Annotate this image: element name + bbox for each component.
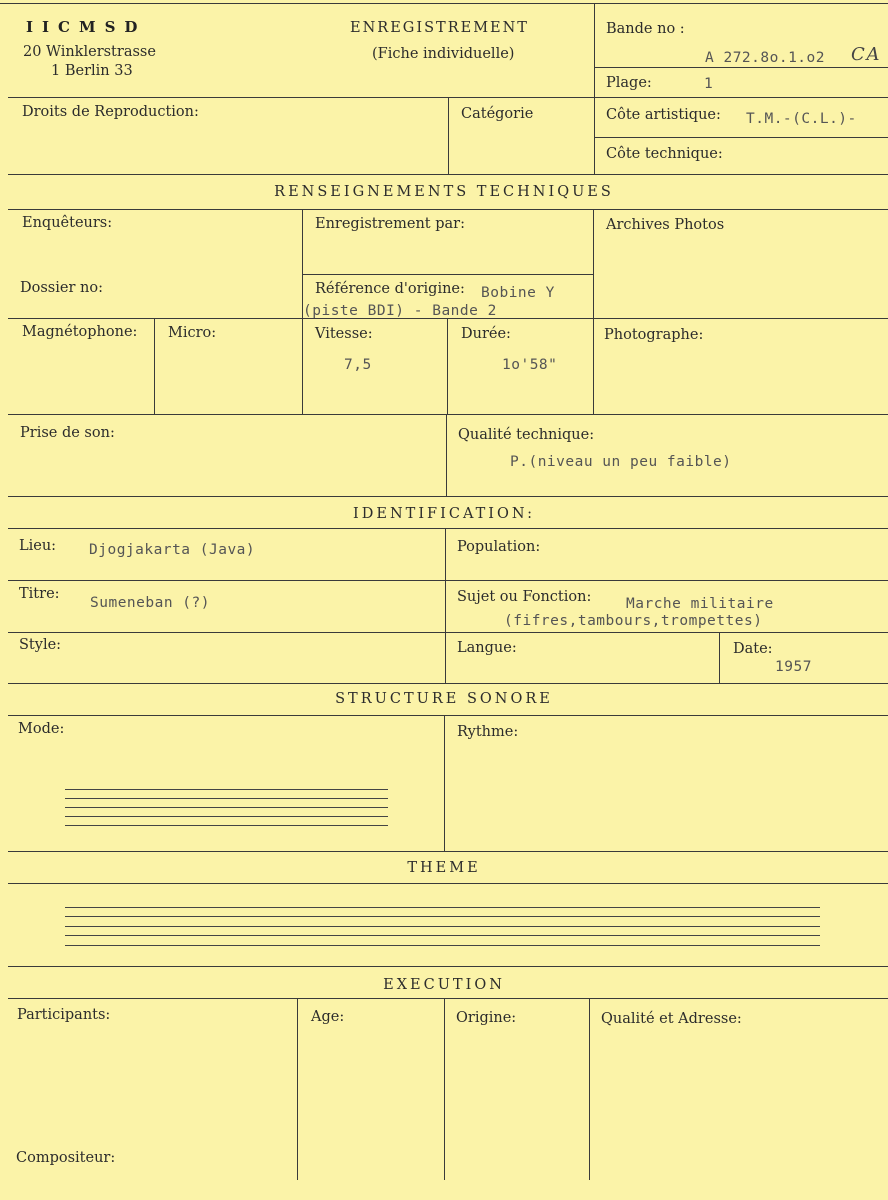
theme-staff-line <box>65 945 820 946</box>
micro-label: Micro: <box>168 325 217 341</box>
qualite-adresse-label: Qualité et Adresse: <box>601 1011 742 1027</box>
lieu-label: Lieu: <box>19 538 57 554</box>
address-street: 20 Winklerstrasse <box>23 44 156 60</box>
vitesse-value: 7,5 <box>344 357 372 373</box>
compositeur-label: Compositeur: <box>16 1150 116 1166</box>
rule <box>8 715 888 716</box>
origine-label: Origine: <box>456 1010 517 1026</box>
rythme-label: Rythme: <box>457 724 519 740</box>
rule <box>8 580 888 581</box>
theme-staff-line <box>65 926 820 927</box>
reference-value-2: (piste BDI) - Bande 2 <box>303 303 497 319</box>
rule <box>8 528 888 529</box>
date-label: Date: <box>733 641 773 657</box>
rule <box>595 137 888 138</box>
rule <box>297 998 298 1180</box>
enregistrement-par-label: Enregistrement par: <box>315 216 465 232</box>
rule <box>8 851 888 852</box>
qualite-technique-value: P.(niveau un peu faible) <box>510 454 732 470</box>
reference-label: Référence d'origine: <box>315 281 465 297</box>
section-structure: STRUCTURE SONORE <box>335 691 553 707</box>
rule <box>447 318 448 414</box>
lieu-value: Djogjakarta (Java) <box>89 542 256 558</box>
langue-label: Langue: <box>457 640 517 656</box>
plage-label: Plage: <box>606 75 652 91</box>
reference-value-1: Bobine Y <box>481 285 555 301</box>
sujet-value-2: (fifres,tambours,trompettes) <box>504 613 763 629</box>
mode-staff-line <box>65 825 388 826</box>
magnetophone-label: Magnétophone: <box>22 324 138 340</box>
mode-staff-line <box>65 816 388 817</box>
rule <box>8 496 888 497</box>
mode-staff-line <box>65 789 388 790</box>
style-label: Style: <box>19 637 62 653</box>
droits-label: Droits de Reproduction: <box>22 104 199 120</box>
qualite-technique-label: Qualité technique: <box>458 427 595 443</box>
section-technical: RENSEIGNEMENTS TECHNIQUES <box>274 184 614 200</box>
participants-label: Participants: <box>17 1007 111 1023</box>
enqueteurs-label: Enquêteurs: <box>22 215 113 231</box>
archives-photos-label: Archives Photos <box>606 217 725 233</box>
rule <box>445 528 446 683</box>
rule <box>594 3 595 174</box>
theme-staff-line <box>65 935 820 936</box>
prise-de-son-label: Prise de son: <box>20 425 115 441</box>
rule <box>0 3 888 4</box>
cote-artistique-label: Côte artistique: <box>606 107 721 123</box>
date-value: 1957 <box>775 659 812 675</box>
card-subtitle: (Fiche individuelle) <box>372 46 515 62</box>
rule <box>444 998 445 1180</box>
rule <box>589 998 590 1180</box>
rule <box>593 209 594 414</box>
cote-artistique-value: T.M.-(C.L.)- <box>746 111 857 127</box>
rule <box>595 67 888 68</box>
age-label: Age: <box>311 1009 345 1025</box>
card-title: ENREGISTREMENT <box>350 20 529 36</box>
bande-annotation: C A <box>851 44 878 65</box>
population-label: Population: <box>457 539 541 555</box>
mode-label: Mode: <box>18 721 65 737</box>
duree-label: Durée: <box>461 326 511 342</box>
theme-staff-line <box>65 916 820 917</box>
rule <box>8 966 888 967</box>
section-identification: IDENTIFICATION: <box>353 506 535 522</box>
section-theme: THEME <box>407 860 481 876</box>
rule <box>446 414 447 496</box>
duree-value: 1o'58" <box>502 357 558 373</box>
vitesse-label: Vitesse: <box>315 326 373 342</box>
rule <box>8 209 888 210</box>
plage-value: 1 <box>704 76 714 92</box>
rule <box>719 632 720 683</box>
rule <box>8 998 888 999</box>
titre-label: Titre: <box>19 586 60 602</box>
sujet-value-1: Marche militaire <box>626 596 774 612</box>
bande-label: Bande no : <box>606 21 685 37</box>
rule <box>8 632 888 633</box>
section-execution: EXECUTION <box>383 977 505 993</box>
rule <box>444 715 445 851</box>
institute-logo: IICMSD <box>26 18 147 36</box>
theme-staff-line <box>65 907 820 908</box>
mode-staff-line <box>65 807 388 808</box>
categorie-label: Catégorie <box>461 106 534 122</box>
rule <box>302 274 593 275</box>
rule <box>8 414 888 415</box>
rule <box>154 318 155 414</box>
rule <box>8 683 888 684</box>
address-city: 1 Berlin 33 <box>51 63 133 79</box>
cote-technique-label: Côte technique: <box>606 146 723 162</box>
rule <box>8 174 888 175</box>
mode-staff-line <box>65 798 388 799</box>
rule <box>8 883 888 884</box>
bande-value: A 272.8o.1.o2 <box>705 50 825 66</box>
photographe-label: Photographe: <box>604 327 704 343</box>
dossier-label: Dossier no: <box>20 280 103 296</box>
sujet-label: Sujet ou Fonction: <box>457 589 592 605</box>
titre-value: Sumeneban (?) <box>90 595 210 611</box>
rule <box>448 97 449 174</box>
